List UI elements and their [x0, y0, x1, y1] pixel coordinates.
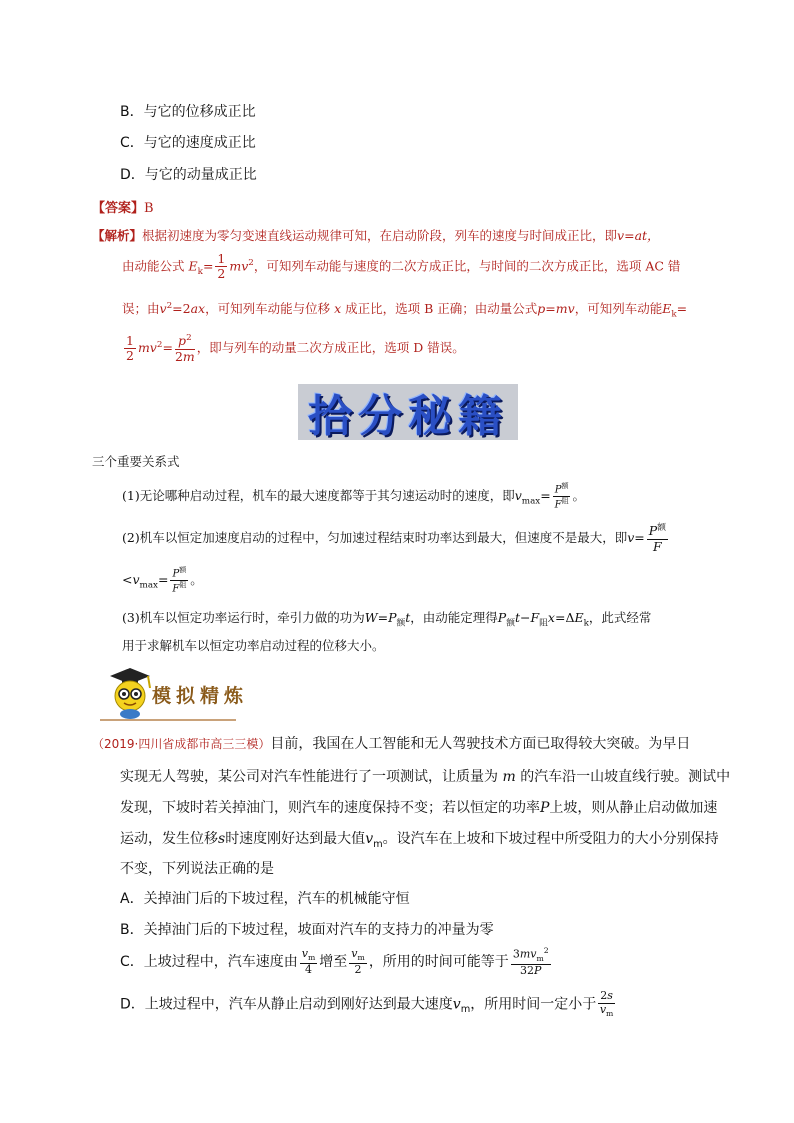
analysis-line-2: 由动能公式 $E_k=$ $\frac{1}{2}$ $mv^2$，可知列车动能与速度的二次方成正比，与时间的二次方成正比，选项 AC 错: [122, 251, 681, 282]
choice-c: C．上坡过程中，汽车速度由 $\frac{v_m}{4}$ 增至 $\frac{v_m}{2}$ ，所用的时间可能等于 $\frac{3mv_m^2}{32P}$: [120, 946, 549, 977]
question-source: （2019·四川省成都市高三三模）: [92, 737, 271, 751]
tip-item-2: (2)机车以恒定加速度启动的过程中，匀加速过程结束时功率达到最大，但速度不是最大，即v= $\frac{P^额}{F}$: [122, 523, 666, 554]
answer-value: B: [144, 201, 154, 216]
tip-item-3-cont: 用于求解机车以恒定功率启动过程的位移大小。: [122, 638, 385, 653]
tip-item-1: (1)无论哪种启动过程，机车的最大速度都等于其匀速运动时的速度，即$v_{max}=$ $\frac{P^额}{F^阻}$ 。: [122, 482, 585, 511]
question-line-4: 运动，发生位移s时速度刚好达到最大值$v_m$。设汽车在上坡和下坡过程中所受阻力的大小分别保持: [120, 831, 719, 850]
option-d: D．与它的动量成正比: [120, 167, 257, 183]
choice-d: D．上坡过程中，汽车从静止启动到刚好达到最大速度$v_m$，所用时间一定小于 $\frac{2s}{v_m}$: [120, 989, 614, 1018]
question-line-5: 不变，下列说法正确的是: [120, 861, 274, 877]
answer-line: [92, 197, 154, 216]
tip-item-2-cont: $<v_{max}=$ $\frac{P^额}{F^阻}$ 。: [122, 566, 203, 595]
analysis-line-1: 【解析】根据初速度为零匀变速直线运动规律可知，在启动阶段，列车的速度与时间成正比，即v=at，: [92, 228, 660, 243]
choice-a: A．关掉油门后的下坡过程，汽车的机械能守恒: [120, 891, 410, 907]
question-line-2: 实现无人驾驶，某公司对汽车性能进行了一项测试，让质量为 m 的汽车沿一山坡直线行驶。测试中: [120, 769, 731, 785]
option-b: B．与它的位移成正比: [120, 104, 256, 120]
answer-label: 【答案】: [92, 201, 145, 216]
graduate-cartoon-icon: [104, 666, 156, 720]
practice-title: 模拟精炼: [152, 685, 249, 707]
analysis-label: 【解析】: [92, 228, 143, 243]
analysis-line-4: $\frac{1}{2}$ $mv^2=$ $\frac{p^2}{2m}$ ，即与列车的动量二次方成正比，选项 D 错误。: [126, 332, 465, 364]
question-line-1: （2019·四川省成都市高三三模）目前，我国在人工智能和无人驾驶技术方面已取得较大突破。为早日: [92, 736, 691, 752]
practice-divider: [100, 719, 236, 721]
analysis-line-3: 误；由$v^2=2ax$，可知列车动能与位移 x 成正比，选项 B 正确；由动量公式p=mv，可知列车动能$E_k=$: [122, 300, 688, 320]
tips-banner: [298, 384, 518, 440]
choice-b: B．关掉油门后的下坡过程，坡面对汽车的支持力的冲量为零: [120, 922, 494, 938]
option-c: C．与它的速度成正比: [120, 135, 256, 151]
tip-item-3: (3)机车以恒定功率运行时，牵引力做的功为$W=P_额t$，由动能定理得$P_额t-F_阻x=\Delta E_k$，此式经常: [122, 610, 652, 629]
question-line-3: 发现，下坡时若关掉油门，则汽车的速度保持不变；若以恒定的功率P上坡，则从静止启动做加速: [120, 800, 718, 816]
tips-banner-title: 拾分秘籍: [308, 391, 508, 442]
tips-heading: 三个重要关系式: [92, 454, 180, 469]
